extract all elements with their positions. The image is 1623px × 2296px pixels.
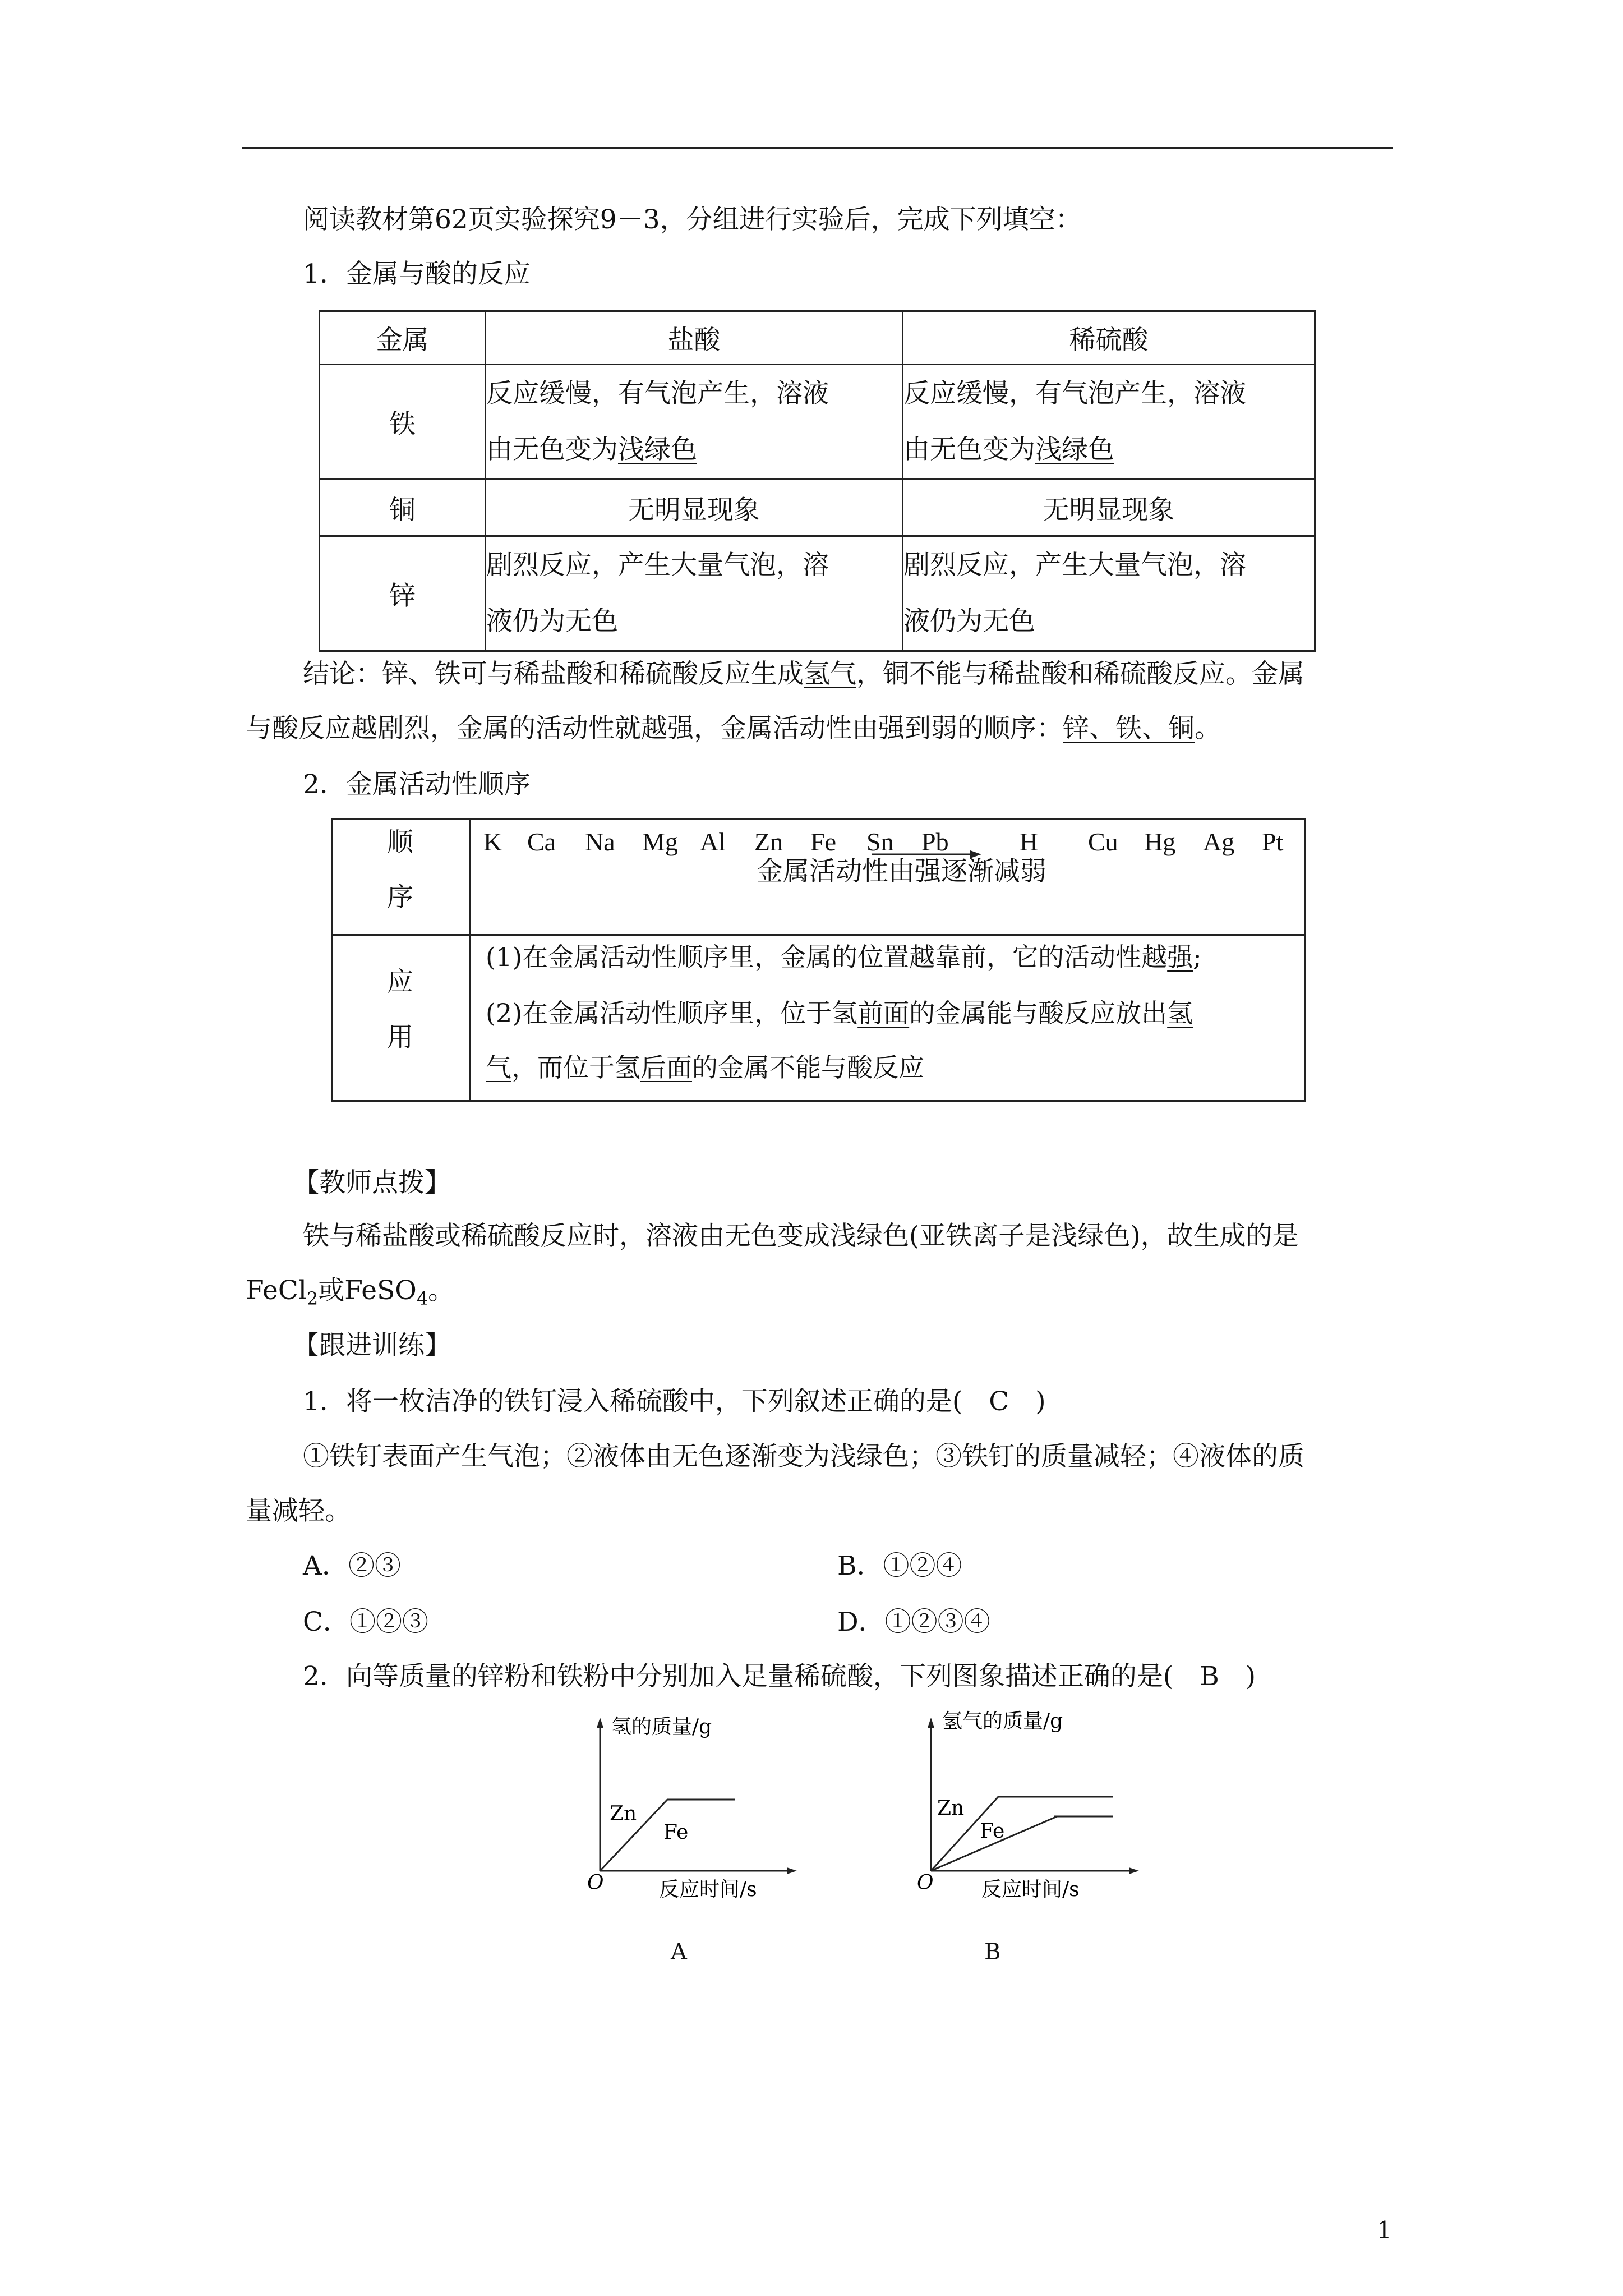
intro-text: 阅读教材第62页实验探究9－3，分组进行实验后，完成下列填空：	[303, 204, 1082, 235]
metal-iron: 铁	[320, 365, 486, 480]
metal-copper: 铜	[320, 480, 486, 536]
teacher-text-line1: 铁与稀盐酸或稀硫酸反应时，溶液由无色变成浅绿色(亚铁离子是浅绿色)，故生成的是	[303, 1221, 1299, 1251]
metal-zinc: 锌	[320, 536, 486, 651]
metal-cu: Cu	[1088, 827, 1118, 856]
graph-b-caption: B	[984, 1939, 1001, 1965]
metal-sn: Sn	[866, 827, 894, 856]
graph-a-zn-label: Zn	[610, 1802, 637, 1825]
question1-desc-line1: ①铁钉表面产生气泡；②液体由无色逐渐变为浅绿色；③铁钉的质量减轻；④液体的质	[303, 1441, 1304, 1472]
metal-zn: Zn	[754, 827, 783, 856]
teacher-text-line2: FeCl$_2$或FeSO$_4$。	[246, 1275, 455, 1309]
zinc-h2so4-result: 剧烈反应，产生大量气泡，溶 液仍为无色	[903, 536, 1315, 651]
graph-b-fe-label: Fe	[980, 1820, 1005, 1843]
copper-hcl-result: 无明显现象	[486, 480, 903, 536]
option-a: A．②③	[303, 1550, 401, 1581]
label-xu: 序	[387, 882, 413, 913]
graph-a-fe-label: Fe	[663, 1821, 689, 1844]
section1-title: 1．金属与酸的反应	[303, 259, 531, 289]
metal-k: K	[483, 827, 502, 856]
metal-pt: Pt	[1262, 827, 1284, 856]
metal-fe: Fe	[810, 827, 836, 856]
metal-pb: Pb	[921, 827, 949, 856]
label-ying: 应	[387, 967, 413, 997]
table2-row-divider	[331, 934, 1306, 936]
question1-desc-line2: 量减轻。	[246, 1496, 351, 1526]
option-d: D．①②③④	[837, 1607, 990, 1637]
metal-ca: Ca	[527, 827, 556, 856]
application-2: (2)在金属活动性顺序里，位于氢前面的金属能与酸反应放出氢	[486, 998, 1193, 1028]
option-c: C．①②③	[303, 1607, 428, 1637]
header-rule	[242, 147, 1393, 149]
question1-stem: 1．将一枚洁净的铁钉浸入稀硫酸中，下列叙述正确的是( C )	[303, 1386, 1046, 1417]
trend-text: 金属活动性由强逐渐减弱	[757, 856, 1046, 887]
zinc-hcl-result: 剧烈反应，产生大量气泡，溶 液仍为无色	[486, 536, 903, 651]
graph-a-xlabel: 反应时间/s	[659, 1878, 757, 1901]
iron-hcl-result: 反应缓慢，有气泡产生，溶液 由无色变为浅绿色	[486, 365, 903, 480]
metal-h: H	[1020, 827, 1039, 856]
teacher-heading: 【教师点拨】	[293, 1167, 451, 1198]
graph-b-xlabel: 反应时间/s	[981, 1878, 1080, 1901]
application-3: 气，而位于氢后面的金属不能与酸反应	[486, 1052, 924, 1083]
application-1: (1)在金属活动性顺序里，金属的位置越靠前，它的活动性越强;	[486, 942, 1202, 972]
copper-h2so4-result: 无明显现象	[903, 480, 1315, 536]
graph-a-origin: O	[587, 1871, 604, 1894]
conclusion-line1: 结论：锌、铁可与稀盐酸和稀硫酸反应生成氢气，铜不能与稀盐酸和稀硫酸反应。金属	[303, 659, 1304, 689]
header-h2so4: 稀硫酸	[903, 311, 1315, 365]
graph-b-zn-label: Zn	[937, 1797, 965, 1820]
conclusion-line2: 与酸反应越剧烈，金属的活动性就越强，金属活动性由强到弱的顺序：锌、铁、铜。	[246, 713, 1221, 744]
graph-b-ylabel: 氢气的质量/g	[942, 1710, 1063, 1733]
graph-b-origin: O	[917, 1871, 934, 1894]
metal-hg: Hg	[1144, 827, 1176, 856]
header-hcl: 盐酸	[486, 311, 903, 365]
header-metal: 金属	[320, 311, 486, 365]
label-yong: 用	[387, 1022, 413, 1053]
graph-a-caption: A	[671, 1939, 687, 1965]
metal-ag: Ag	[1203, 827, 1235, 856]
metal-acid-table	[319, 310, 1316, 652]
graph-b	[911, 1710, 1158, 1901]
question2-stem: 2．向等质量的锌粉和铁粉中分别加入足量稀硫酸，下列图象描述正确的是( B )	[303, 1661, 1256, 1692]
page-number: 1	[1377, 2216, 1392, 2244]
section2-title: 2．金属活动性顺序	[303, 769, 531, 800]
graph-a-ylabel: 氢的质量/g	[611, 1715, 712, 1738]
metal-mg: Mg	[642, 827, 678, 856]
metal-al: Al	[700, 827, 726, 856]
graph-a	[580, 1711, 816, 1901]
label-shun: 顺	[387, 827, 413, 858]
table2-col-divider	[469, 818, 471, 1102]
metal-na: Na	[585, 827, 615, 856]
iron-h2so4-result: 反应缓慢，有气泡产生，溶液 由无色变为浅绿色	[903, 365, 1315, 480]
follow-heading: 【跟进训练】	[293, 1330, 451, 1361]
option-b: B．①②④	[837, 1550, 962, 1581]
